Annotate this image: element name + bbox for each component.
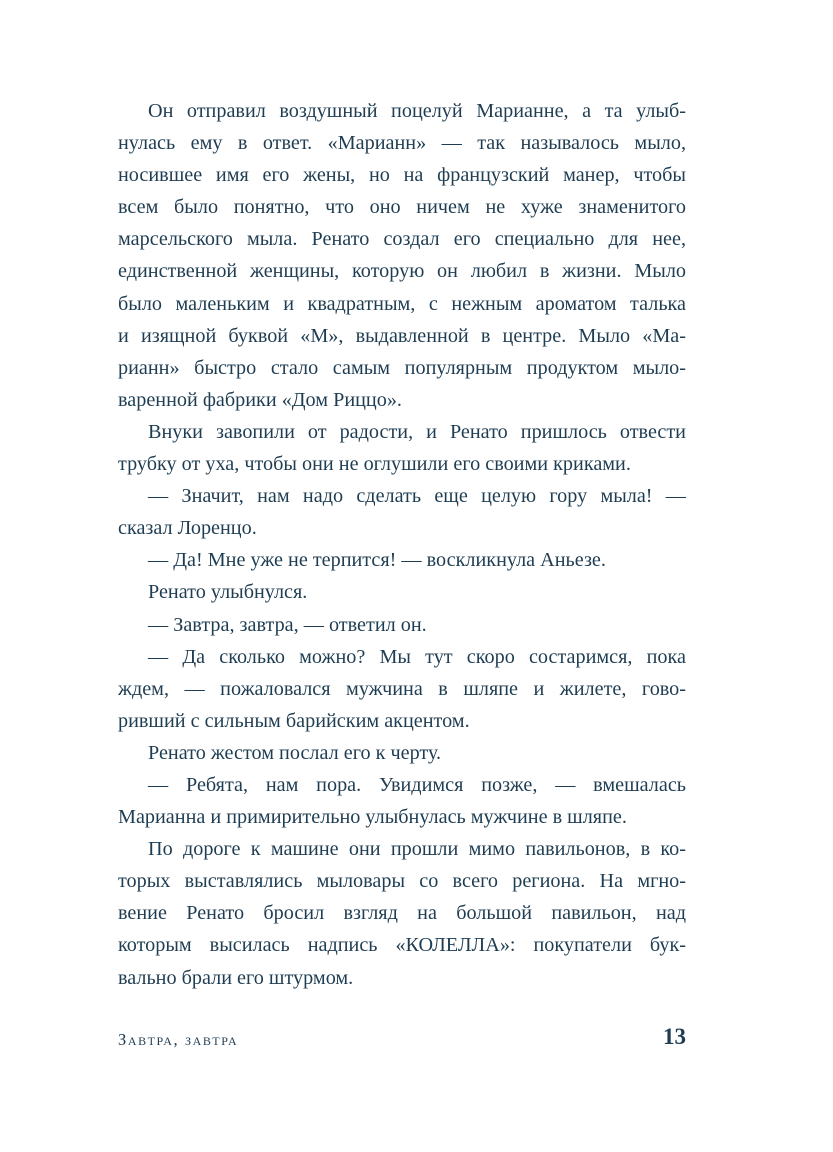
text-line: Марианна и примирительно улыбнулась мужчине в шляпе. — [118, 806, 627, 829]
text-line: Он отправил воздушный поцелуй Марианне, а та улыб- — [148, 100, 686, 122]
text-line: нулась ему в ответ. «Марианн» — так называлось мыло, — [118, 132, 686, 155]
page-number: 13 — [663, 1024, 686, 1049]
text-line: трубку от уха, чтобы они не оглушили его своими криками. — [118, 453, 631, 476]
text-line: торых выставлялись мыловары со всего региона. На мгно- — [118, 870, 686, 893]
text-line: Внуки завопили от радости, и Ренато пришлось отвести — [148, 420, 686, 443]
text-line: вально брали его штурмом. — [118, 966, 354, 989]
text-line: сказал Лоренцо. — [118, 517, 257, 540]
page-footer — [118, 1024, 686, 1056]
text-line: вение Ренато бросил взгляд на большой павильон, над — [118, 902, 686, 925]
text-line: марсельского мыла. Ренато создал его специально для нее, — [118, 228, 686, 251]
text-line: которым высилась надпись «КОЛЕЛЛА»: покупатели бук- — [118, 934, 686, 957]
text-line: Ренато жестом послал его к черту. — [148, 741, 442, 764]
text-line: ривший с сильным барийским акцентом. — [118, 709, 470, 732]
text-line: ждем, — пожаловался мужчина в шляпе и жилете, гово- — [118, 677, 686, 700]
text-line: варенной фабрики «Дом Риццо». — [118, 388, 402, 411]
text-line: — Да сколько можно? Мы тут скоро состаримся, пока — [148, 645, 686, 668]
text-line: По дороге к машине они прошли мимо павильонов, в ко- — [148, 838, 686, 861]
text-line: было маленьким и квадратным, с нежным ароматом талька — [118, 292, 686, 315]
text-line: Ренато улыбнулся. — [148, 581, 308, 604]
text-line: — Ребята, нам пора. Увидимся позже, — вмешалась — [148, 773, 686, 796]
text-line: единственной женщины, которую он любил в жизни. Мыло — [118, 260, 686, 283]
text-line: — Значит, нам надо сделать еще целую гору мыла! — — [148, 485, 686, 508]
body-text — [118, 95, 686, 994]
text-line: и изящной буквой «М», выдавленной в центре. Мыло «Ма- — [118, 324, 686, 347]
text-line: — Да! Мне уже не терпится! — воскликнула Аньезе. — [148, 549, 606, 572]
text-line: носившее имя его жены, но на французский манер, чтобы — [118, 164, 686, 187]
text-line: — Завтра, завтра, — ответил он. — [148, 613, 427, 636]
running-title: Завтра, завтра — [118, 1030, 239, 1049]
text-line: всем было понятно, что оно ничем не хуже знаменитого — [118, 196, 686, 219]
text-line: рианн» быстро стало самым популярным продуктом мыло- — [118, 356, 686, 379]
